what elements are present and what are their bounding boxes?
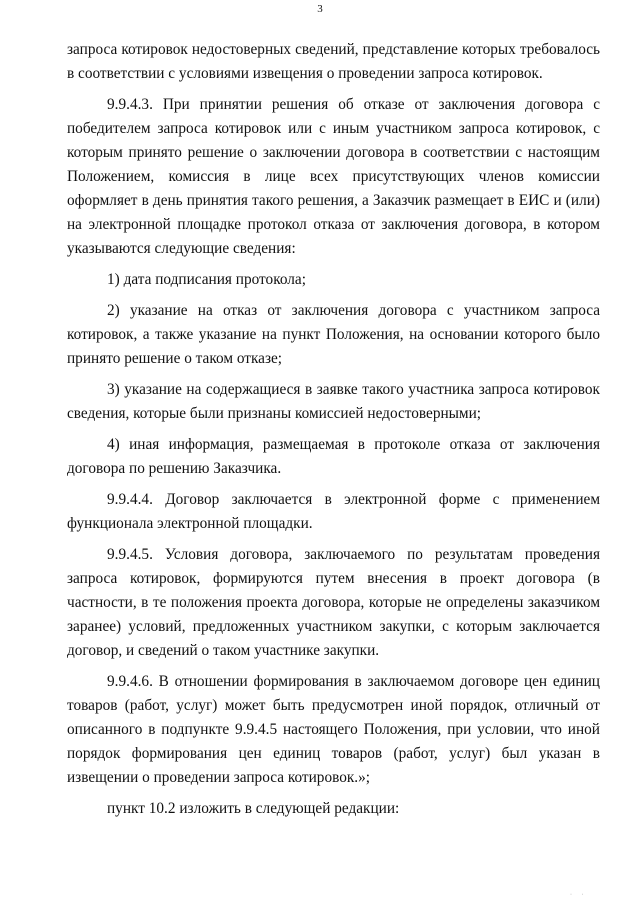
scan-artifact: · · <box>570 892 588 898</box>
paragraph-item-10-2: пункт 10.2 изложить в следующей редакции: <box>107 800 400 817</box>
paragraph-9-9-4-5: 9.9.4.5. Условия договора, заключаемого по результатам проведения запроса котировок, формируются путем внесения в проект договора (в частности, в те положения проекта договора, которые не определены заказчиком заранее) условий, предложенных участником закупки, с которым заключается договор, и сведений о таком участнике закупки. <box>67 546 600 659</box>
list-item-4: 4) иная информация, размещаемая в протоколе отказа от заключения договора по решению Заказчика. <box>67 436 600 477</box>
list-item-2: 2) указание на отказ от заключения договора с участником запроса котировок, а также указание на пункт Положения, на основании которого было принято решение о таком отказе; <box>67 302 600 367</box>
paragraph-9-9-4-4: 9.9.4.4. Договор заключается в электронной форме с применением функционала электронной площадки. <box>67 491 600 532</box>
list-item-1: 1) дата подписания протокола; <box>107 271 306 288</box>
document-body <box>67 38 600 828</box>
list-item-3: 3) указание на содержащиеся в заявке такого участника запроса котировок сведения, которые были признаны комиссией недостоверными; <box>67 381 600 422</box>
paragraph-continuation: запроса котировок недостоверных сведений, представление которых требовалось в соответствии с условиями извещения о проведении запроса котировок. <box>67 41 600 82</box>
paragraph-9-9-4-6: 9.9.4.6. В отношении формирования в заключаемом договоре цен единиц товаров (работ, услуг) может быть предусмотрен иной порядок, отличный от описанного в подпункте 9.9.4.5 настоящего Положения, при условии, что иной порядок формирования цен единиц товаров (работ, услуг) был указан в извещении о проведении запроса котировок.»; <box>67 673 600 786</box>
page-number: 3 <box>317 3 323 15</box>
paragraph-9-9-4-3: 9.9.4.3. При принятии решения об отказе от заключения договора с победителем запроса котировок или с иным участником запроса котировок, с которым принято решение о заключении договора в соответствии с настоящим Положением, комиссия в лице всех присутствующих членов комиссии оформляет в день принятия такого решения, а Заказчик размещает в ЕИС и (или) на электронной площадке протокол отказа от заключения договора, в котором указываются следующие сведения: <box>67 96 600 257</box>
